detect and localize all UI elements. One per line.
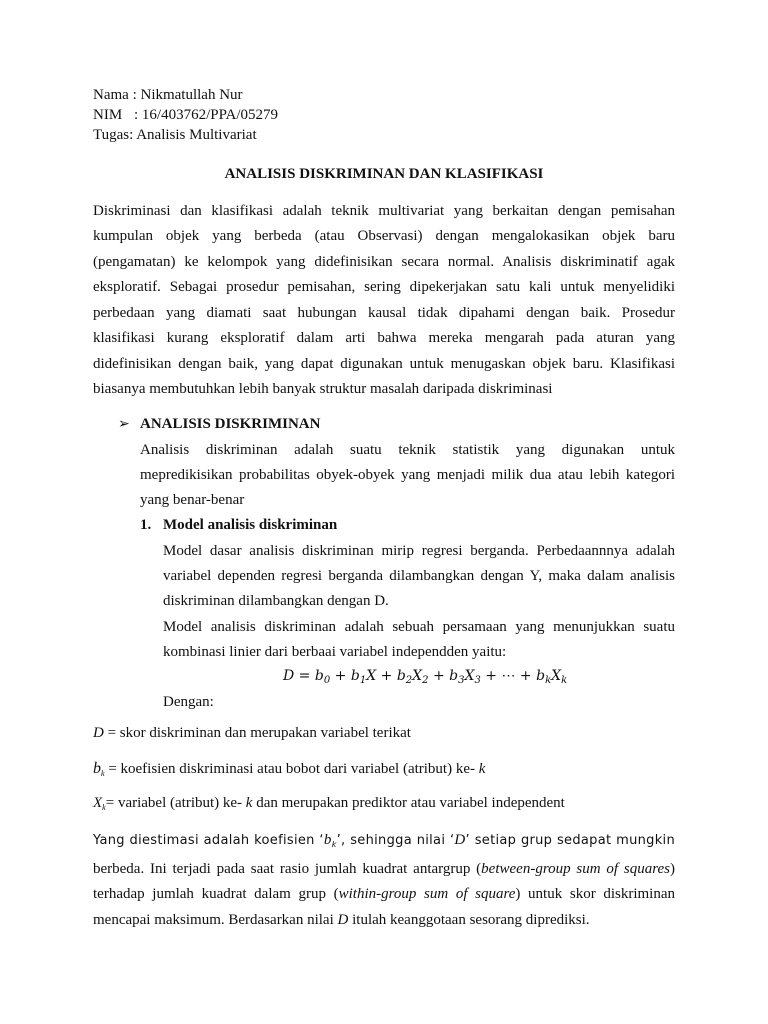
section-paragraph-line: mepredikisikan probabilitas obyek-obyek yang menjadi milik dua atau lebih kategori [140, 467, 675, 483]
student-name: Nama : Nikmatullah Nur [93, 87, 243, 103]
closing-line: mencapai maksimum. Berdasarkan nilai D itulah keanggotaan sesorang diprediksi. [93, 912, 590, 928]
intro-line: kumpulan objek yang berbeda (atau Observasi) dengan mengalokasikan objek baru [93, 228, 675, 244]
bullet-arrow-icon: ➢ [118, 416, 130, 432]
student-nim-label: NIM [93, 107, 123, 123]
subsection-line: Model analisis diskriminan adalah sebuah persamaan yang menunjukkan suatu [163, 619, 675, 635]
closing-line: berbeda. Ini terjadi pada saat rasio jumlah kuadrat antargrup (between-group sum of squares) [93, 861, 675, 877]
section-paragraph-line: yang benar-benar [140, 492, 245, 508]
document-title: ANALISIS DISKRIMINAN DAN KLASIFIKASI [224, 166, 544, 182]
subsection-heading: Model analisis diskriminan [163, 517, 338, 533]
section-paragraph-line: Analisis diskriminan adalah suatu teknik statistik yang digunakan untuk [140, 442, 675, 458]
intro-line: biasanya membutuhkan lebih banyak struktur masalah daripada diskriminasi [93, 381, 553, 397]
intro-line: eksploratif. Sebagai prosedur pemisahan, sering dipekerjakan satu kali untuk menyelidiki [93, 279, 675, 295]
subsection-line: kombinasi linier dari berbaai variabel independden yaitu: [163, 644, 507, 660]
definition-x: $X_k=$ variabel (atribut) ke- k dan merupakan prediktor atau variabel independent [93, 795, 565, 812]
student-nim-value: : 16/403762/PPA/05279 [134, 107, 279, 123]
closing-line: Yang diestimasi adalah koefisien ‘$b_k$’, sehingga nilai ‘D’ setiap grup sedapat mungkin [93, 832, 675, 849]
definition-d: D = skor diskriminan dan merupakan variabel terikat [93, 725, 411, 741]
section-heading: ANALISIS DISKRIMINAN [140, 416, 321, 432]
closing-line: terhadap jumlah kuadrat dalam grup (within-group sum of square) untuk skor diskriminan [93, 886, 675, 902]
intro-line: didefinisikan dengan baik, yang dapat digunakan untuk menugaskan objek baru. Klasifikasi [93, 356, 675, 372]
dengan-label: Dengan: [163, 694, 214, 710]
intro-line: (pengamatan) ke kelompok yang didefinisikan secara normal. Analisis diskriminatif agak [93, 254, 675, 270]
subsection-line: Model dasar analisis diskriminan mirip regresi berganda. Perbedaannnya adalah [163, 543, 675, 559]
assignment-name: Tugas: Analisis Multivariat [93, 127, 257, 143]
discriminant-equation: $D = b_0 + b_1X + b_2X_2 + b_3X_3$ + ⋯ + $b_kX_k$ [283, 668, 568, 686]
subsection-number: 1. [140, 517, 152, 533]
definition-b: $b_k$ = koefisien diskriminasi atau bobot dari variabel (atribut) ke- k [93, 760, 486, 778]
intro-line: Diskriminasi dan klasifikasi adalah teknik multivariat yang berkaitan dengan pemisahan [93, 203, 675, 219]
intro-line: perbedaan yang diamati saat hubungan kausal tidak dipahami dengan baik. Prosedur [93, 305, 675, 321]
subsection-line: variabel dependen regresi berganda dilambangkan dengan Y, maka dalam analisis [163, 568, 675, 584]
intro-line: klasifikasi kurang eksploratif dalam arti bahwa mereka mengarah pada aturan yang [93, 330, 675, 346]
subsection-line: diskriminan dilambangkan dengan D. [163, 593, 389, 609]
